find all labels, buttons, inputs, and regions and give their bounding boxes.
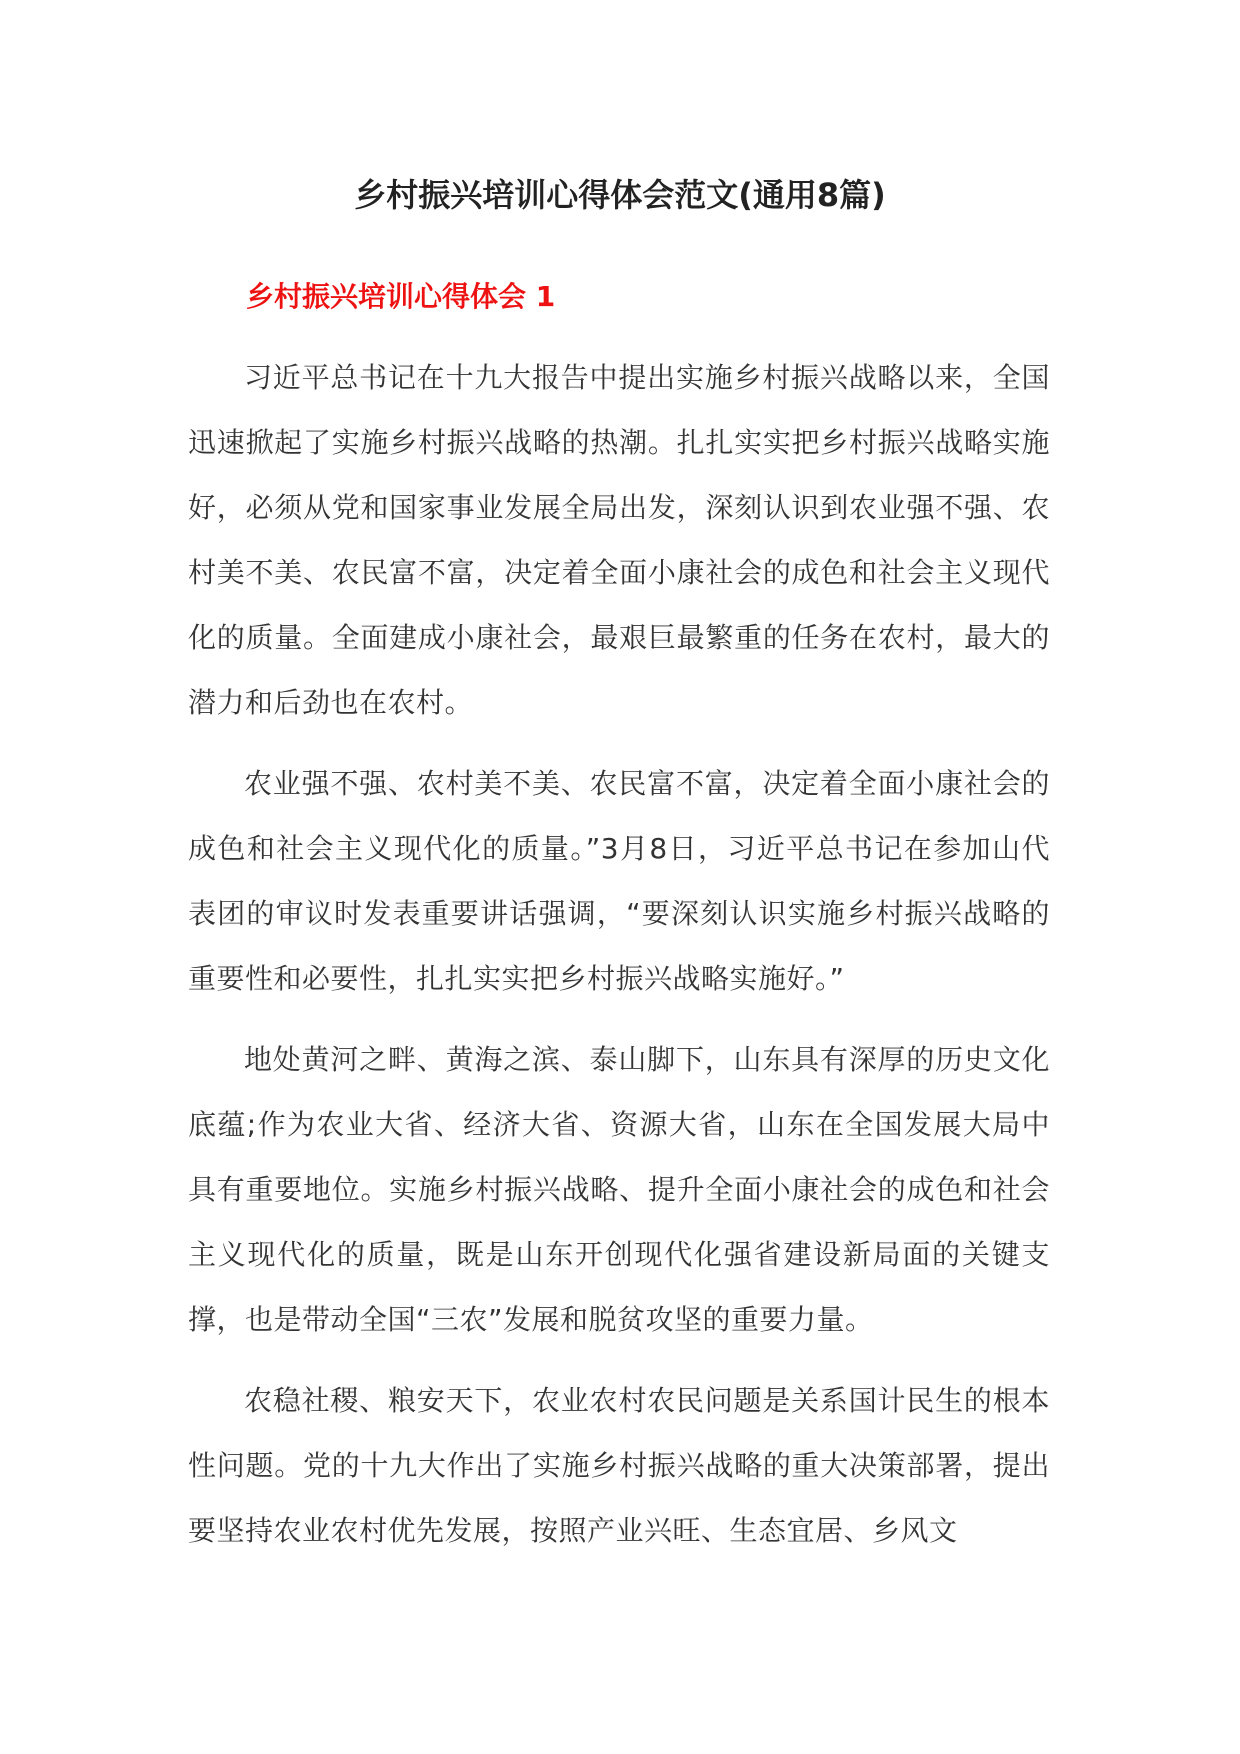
document-title: 乡村振兴培训心得体会范文(通用8篇) — [354, 176, 886, 214]
document-body — [188, 345, 1050, 1579]
paragraph: 农业强不强、农村美不美、农民富不富，决定着全面小康社会的成色和社会主义现代化的质量。”3月8日，习近平总书记在参加山代表团的审议时发表重要讲话强调，“要深刻认识实施乡村振兴战略的重要性和必要性，扎扎实实把乡村振兴战略实施好。” — [188, 767, 1050, 995]
section-heading: 乡村振兴培训心得体会 1 — [246, 280, 556, 313]
paragraph: 农稳社稷、粮安天下，农业农村农民问题是关系国计民生的根本性问题。党的十九大作出了实施乡村振兴战略的重大决策部署，提出要坚持农业农村优先发展，按照产业兴旺、生态宜居、乡风文 — [188, 1384, 1050, 1547]
paragraph: 地处黄河之畔、黄海之滨、泰山脚下，山东具有深厚的历史文化底蕴;作为农业大省、经济大省、资源大省，山东在全国发展大局中具有重要地位。实施乡村振兴战略、提升全面小康社会的成色和社会主义现代化的质量，既是山东开创现代化强省建设新局面的关键支撑，也是带动全国“三农”发展和脱贫攻坚的重要力量。 — [188, 1043, 1050, 1336]
paragraph: 习近平总书记在十九大报告中提出实施乡村振兴战略以来，全国迅速掀起了实施乡村振兴战略的热潮。扎扎实实把乡村振兴战略实施好，必须从党和国家事业发展全局出发，深刻认识到农业强不强、农村美不美、农民富不富，决定着全面小康社会的成色和社会主义现代化的质量。全面建成小康社会，最艰巨最繁重的任务在农村，最大的潜力和后劲也在农村。 — [188, 361, 1050, 719]
